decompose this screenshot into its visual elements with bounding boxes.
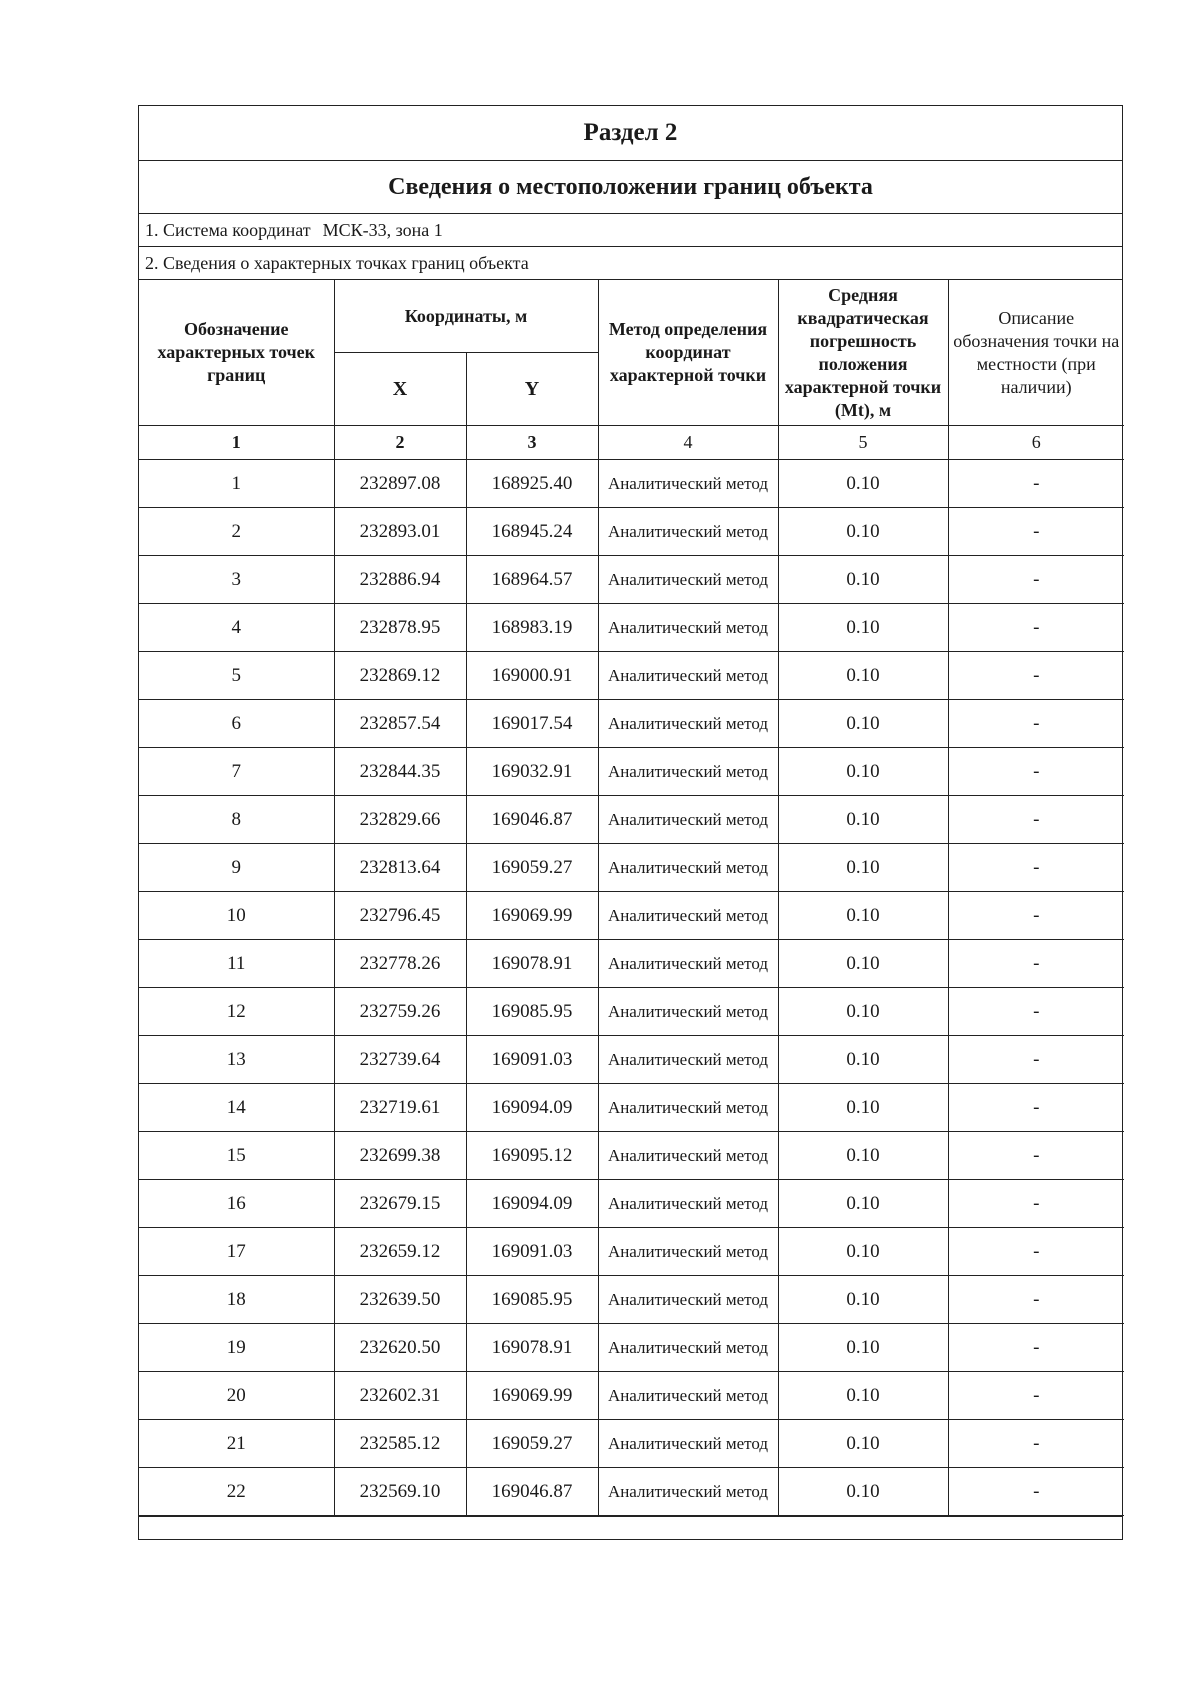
header-y: Y <box>466 353 598 426</box>
header-x: X <box>334 353 466 426</box>
table-row <box>139 652 1124 700</box>
error-cell: 0.10 <box>778 508 948 556</box>
description-cell: - <box>948 652 1124 700</box>
document-frame <box>138 105 1123 1540</box>
error-cell: 0.10 <box>778 1084 948 1132</box>
coord-system-value: МСК-33, зона 1 <box>322 219 443 240</box>
method-cell: Аналитический метод <box>598 460 778 508</box>
method-cell: Аналитический метод <box>598 604 778 652</box>
method-cell: Аналитический метод <box>598 1132 778 1180</box>
method-cell: Аналитический метод <box>598 1324 778 1372</box>
table-row <box>139 508 1124 556</box>
table-row <box>139 556 1124 604</box>
point-number-cell: 5 <box>139 652 334 700</box>
table-row <box>139 1468 1124 1516</box>
x-coordinate-cell: 232602.31 <box>334 1372 466 1420</box>
x-coordinate-cell: 232897.08 <box>334 460 466 508</box>
description-cell: - <box>948 460 1124 508</box>
point-number-cell: 11 <box>139 940 334 988</box>
x-coordinate-cell: 232699.38 <box>334 1132 466 1180</box>
x-coordinate-cell: 232878.95 <box>334 604 466 652</box>
description-cell: - <box>948 748 1124 796</box>
y-coordinate-cell: 169095.12 <box>466 1132 598 1180</box>
description-cell: - <box>948 556 1124 604</box>
header-coordinates: Координаты, м <box>334 280 598 353</box>
point-number-cell: 21 <box>139 1420 334 1468</box>
x-coordinate-cell: 232829.66 <box>334 796 466 844</box>
x-coordinate-cell: 232569.10 <box>334 1468 466 1516</box>
y-coordinate-cell: 169085.95 <box>466 988 598 1036</box>
method-cell: Аналитический метод <box>598 700 778 748</box>
y-coordinate-cell: 169032.91 <box>466 748 598 796</box>
method-cell: Аналитический метод <box>598 556 778 604</box>
x-coordinate-cell: 232893.01 <box>334 508 466 556</box>
column-number: 4 <box>598 426 778 460</box>
y-coordinate-cell: 168945.24 <box>466 508 598 556</box>
method-cell: Аналитический метод <box>598 1036 778 1084</box>
point-number-cell: 13 <box>139 1036 334 1084</box>
point-number-cell: 9 <box>139 844 334 892</box>
error-cell: 0.10 <box>778 748 948 796</box>
error-cell: 0.10 <box>778 892 948 940</box>
point-number-cell: 7 <box>139 748 334 796</box>
method-cell: Аналитический метод <box>598 940 778 988</box>
description-cell: - <box>948 844 1124 892</box>
x-coordinate-cell: 232796.45 <box>334 892 466 940</box>
description-cell: - <box>948 1132 1124 1180</box>
error-cell: 0.10 <box>778 1036 948 1084</box>
table-row <box>139 1084 1124 1132</box>
y-coordinate-cell: 169059.27 <box>466 1420 598 1468</box>
y-coordinate-cell: 169091.03 <box>466 1228 598 1276</box>
description-cell: - <box>948 892 1124 940</box>
column-number: 3 <box>466 426 598 460</box>
point-number-cell: 14 <box>139 1084 334 1132</box>
y-coordinate-cell: 169078.91 <box>466 940 598 988</box>
table-row <box>139 1276 1124 1324</box>
point-number-cell: 2 <box>139 508 334 556</box>
point-number-cell: 6 <box>139 700 334 748</box>
table-row <box>139 1324 1124 1372</box>
y-coordinate-cell: 169059.27 <box>466 844 598 892</box>
table-row <box>139 1228 1124 1276</box>
coord-system-label: 1. Система координат <box>145 219 311 240</box>
error-cell: 0.10 <box>778 652 948 700</box>
error-cell: 0.10 <box>778 700 948 748</box>
y-coordinate-cell: 169091.03 <box>466 1036 598 1084</box>
x-coordinate-cell: 232778.26 <box>334 940 466 988</box>
table-row <box>139 796 1124 844</box>
table-row <box>139 748 1124 796</box>
x-coordinate-cell: 232739.64 <box>334 1036 466 1084</box>
point-number-cell: 12 <box>139 988 334 1036</box>
x-coordinate-cell: 232659.12 <box>334 1228 466 1276</box>
points-heading: 2. Сведения о характерных точках границ объекта <box>139 247 1122 280</box>
x-coordinate-cell: 232719.61 <box>334 1084 466 1132</box>
y-coordinate-cell: 168925.40 <box>466 460 598 508</box>
method-cell: Аналитический метод <box>598 1180 778 1228</box>
error-cell: 0.10 <box>778 1372 948 1420</box>
description-cell: - <box>948 988 1124 1036</box>
table-row <box>139 988 1124 1036</box>
y-coordinate-cell: 169069.99 <box>466 1372 598 1420</box>
error-cell: 0.10 <box>778 1420 948 1468</box>
table-row <box>139 844 1124 892</box>
y-coordinate-cell: 168964.57 <box>466 556 598 604</box>
method-cell: Аналитический метод <box>598 988 778 1036</box>
error-cell: 0.10 <box>778 1228 948 1276</box>
x-coordinate-cell: 232639.50 <box>334 1276 466 1324</box>
column-number: 2 <box>334 426 466 460</box>
table-row <box>139 940 1124 988</box>
description-cell: - <box>948 604 1124 652</box>
point-number-cell: 3 <box>139 556 334 604</box>
table-row <box>139 1420 1124 1468</box>
description-cell: - <box>948 1276 1124 1324</box>
method-cell: Аналитический метод <box>598 844 778 892</box>
table-row <box>139 604 1124 652</box>
error-cell: 0.10 <box>778 1468 948 1516</box>
method-cell: Аналитический метод <box>598 796 778 844</box>
document-subtitle: Сведения о местоположении границ объекта <box>139 161 1122 214</box>
y-coordinate-cell: 169085.95 <box>466 1276 598 1324</box>
description-cell: - <box>948 940 1124 988</box>
error-cell: 0.10 <box>778 1324 948 1372</box>
table-row <box>139 1180 1124 1228</box>
x-coordinate-cell: 232869.12 <box>334 652 466 700</box>
description-cell: - <box>948 1180 1124 1228</box>
x-coordinate-cell: 232679.15 <box>334 1180 466 1228</box>
method-cell: Аналитический метод <box>598 1420 778 1468</box>
method-cell: Аналитический метод <box>598 1468 778 1516</box>
point-number-cell: 8 <box>139 796 334 844</box>
error-cell: 0.10 <box>778 940 948 988</box>
error-cell: 0.10 <box>778 1132 948 1180</box>
method-cell: Аналитический метод <box>598 1276 778 1324</box>
error-cell: 0.10 <box>778 556 948 604</box>
error-cell: 0.10 <box>778 844 948 892</box>
y-coordinate-cell: 169078.91 <box>466 1324 598 1372</box>
y-coordinate-cell: 169017.54 <box>466 700 598 748</box>
error-cell: 0.10 <box>778 796 948 844</box>
description-cell: - <box>948 1420 1124 1468</box>
description-cell: - <box>948 1036 1124 1084</box>
description-cell: - <box>948 1324 1124 1372</box>
method-cell: Аналитический метод <box>598 1372 778 1420</box>
description-cell: - <box>948 1372 1124 1420</box>
description-cell: - <box>948 1228 1124 1276</box>
point-number-cell: 10 <box>139 892 334 940</box>
table-row <box>139 892 1124 940</box>
section-title: Раздел 2 <box>139 106 1122 161</box>
table-row <box>139 460 1124 508</box>
table-row <box>139 1036 1124 1084</box>
boundary-points-table <box>139 280 1124 1516</box>
method-cell: Аналитический метод <box>598 1228 778 1276</box>
table-row <box>139 1132 1124 1180</box>
description-cell: - <box>948 1468 1124 1516</box>
point-number-cell: 1 <box>139 460 334 508</box>
header-method: Метод определения координат характерной точки <box>598 280 778 426</box>
table-row <box>139 1372 1124 1420</box>
y-coordinate-cell: 169000.91 <box>466 652 598 700</box>
error-cell: 0.10 <box>778 1276 948 1324</box>
description-cell: - <box>948 700 1124 748</box>
point-number-cell: 17 <box>139 1228 334 1276</box>
error-cell: 0.10 <box>778 988 948 1036</box>
method-cell: Аналитический метод <box>598 508 778 556</box>
x-coordinate-cell: 232844.35 <box>334 748 466 796</box>
error-cell: 0.10 <box>778 460 948 508</box>
column-number: 6 <box>948 426 1124 460</box>
point-number-cell: 16 <box>139 1180 334 1228</box>
x-coordinate-cell: 232813.64 <box>334 844 466 892</box>
header-designation: Обозначение характерных точек границ <box>139 280 334 426</box>
method-cell: Аналитический метод <box>598 1084 778 1132</box>
y-coordinate-cell: 169094.09 <box>466 1180 598 1228</box>
column-number: 1 <box>139 426 334 460</box>
point-number-cell: 15 <box>139 1132 334 1180</box>
description-cell: - <box>948 796 1124 844</box>
column-numbers-row <box>139 426 1124 460</box>
header-description: Описание обозначения точки на местности (при наличии) <box>948 280 1124 426</box>
x-coordinate-cell: 232620.50 <box>334 1324 466 1372</box>
y-coordinate-cell: 168983.19 <box>466 604 598 652</box>
table-row <box>139 700 1124 748</box>
y-coordinate-cell: 169069.99 <box>466 892 598 940</box>
description-cell: - <box>948 508 1124 556</box>
column-number: 5 <box>778 426 948 460</box>
description-cell: - <box>948 1084 1124 1132</box>
point-number-cell: 20 <box>139 1372 334 1420</box>
method-cell: Аналитический метод <box>598 892 778 940</box>
coord-system-row <box>139 214 1122 247</box>
x-coordinate-cell: 232857.54 <box>334 700 466 748</box>
point-number-cell: 19 <box>139 1324 334 1372</box>
error-cell: 0.10 <box>778 604 948 652</box>
point-number-cell: 4 <box>139 604 334 652</box>
point-number-cell: 22 <box>139 1468 334 1516</box>
point-number-cell: 18 <box>139 1276 334 1324</box>
y-coordinate-cell: 169094.09 <box>466 1084 598 1132</box>
header-error: Средняя квадратическая погрешность положения характерной точки (Mt), м <box>778 280 948 426</box>
table-footer-row <box>139 1516 1122 1539</box>
x-coordinate-cell: 232886.94 <box>334 556 466 604</box>
x-coordinate-cell: 232585.12 <box>334 1420 466 1468</box>
y-coordinate-cell: 169046.87 <box>466 1468 598 1516</box>
x-coordinate-cell: 232759.26 <box>334 988 466 1036</box>
y-coordinate-cell: 169046.87 <box>466 796 598 844</box>
error-cell: 0.10 <box>778 1180 948 1228</box>
method-cell: Аналитический метод <box>598 652 778 700</box>
method-cell: Аналитический метод <box>598 748 778 796</box>
